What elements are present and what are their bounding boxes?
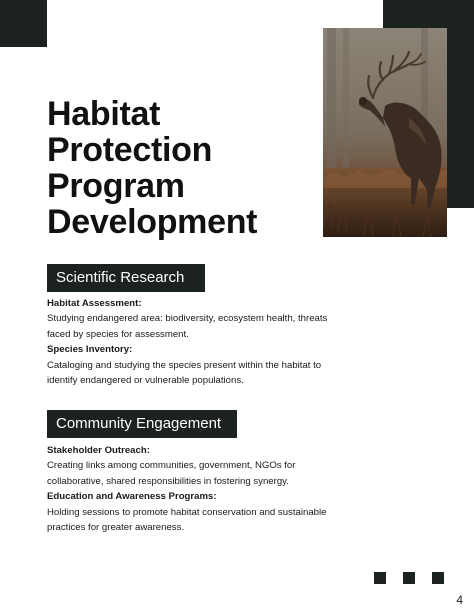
section-heading-community-engagement: Community Engagement — [47, 410, 237, 438]
item-text: faced by species for assessment. — [47, 328, 189, 340]
section-body-community-engagement — [47, 443, 337, 535]
decorative-squares — [374, 572, 444, 584]
section-heading-scientific-research: Scientific Research — [47, 264, 205, 292]
item-text: Holding sessions to promote habitat conservation and sustainable — [47, 506, 327, 518]
deer-photo — [323, 28, 447, 237]
square-decoration — [432, 572, 444, 584]
corner-decoration-top-left — [0, 0, 47, 47]
item-text: Studying endangered area: biodiversity, ecosystem health, threats — [47, 313, 328, 325]
page-number: 4 — [456, 593, 463, 607]
item-label: Education and Awareness Programs: — [47, 491, 217, 503]
square-decoration — [403, 572, 415, 584]
item-text: Cataloging and studying the species present within the habitat to — [47, 359, 322, 371]
item-label: Habitat Assessment: — [47, 298, 142, 309]
item-text: Creating links among communities, government, NGOs for — [47, 460, 296, 472]
title-line: Habitat — [47, 95, 161, 133]
title-line: Program — [47, 167, 185, 205]
item-label: Species Inventory: — [47, 344, 133, 356]
item-label: Stakeholder Outreach: — [47, 445, 150, 456]
section-body-scientific-research — [47, 296, 337, 388]
title-line: Development — [47, 203, 258, 241]
deer-photo-graphic — [323, 28, 447, 237]
page-title — [47, 96, 317, 240]
item-text: identify endangered or vulnerable populations. — [47, 375, 244, 387]
title-line: Protection — [47, 131, 213, 169]
item-text: practices for greater awareness. — [47, 522, 185, 534]
square-decoration — [374, 572, 386, 584]
item-text: collaborative, shared responsibilities in fostering synergy. — [47, 475, 289, 487]
